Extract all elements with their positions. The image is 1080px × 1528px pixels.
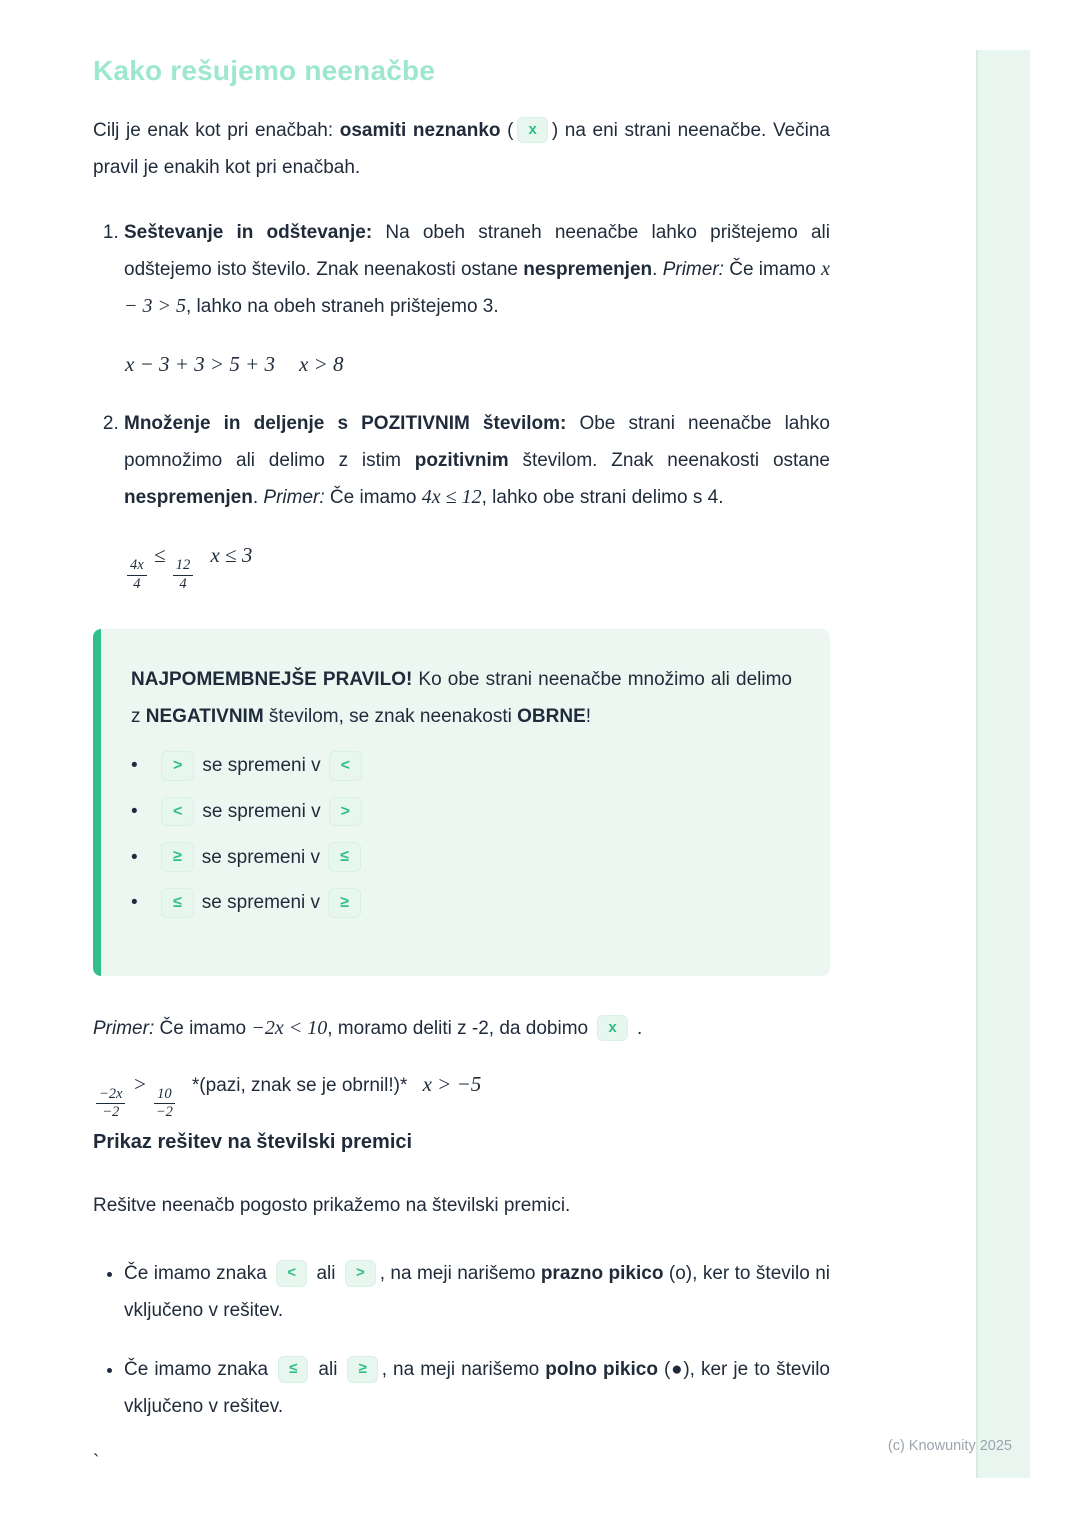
sign-change-text: se spremeni v bbox=[202, 801, 321, 823]
fraction-numerator: 10 bbox=[154, 1087, 175, 1105]
math-line-addition bbox=[125, 351, 830, 378]
warning-note: *(pazi, znak se je obrnil!)* bbox=[191, 1074, 408, 1096]
bullet-text: ali bbox=[312, 1359, 344, 1381]
rule-title: Množenje in deljenje s POZITIVNIM številom: bbox=[124, 413, 567, 435]
rule-text: , lahko obe strani delimo s 4. bbox=[481, 487, 724, 509]
bullet-text: Če imamo znaka bbox=[124, 1263, 273, 1285]
sign-chip-greater: > bbox=[329, 797, 362, 827]
rule-item-addition bbox=[124, 214, 830, 378]
rule-text: Če imamo bbox=[723, 259, 822, 280]
rule-item-multiplication bbox=[124, 405, 830, 593]
bullet-text: ali bbox=[311, 1263, 341, 1285]
footer-copyright: (c) Knowunity 2025 bbox=[887, 1438, 1012, 1454]
rule-bold: nespremenjen bbox=[523, 259, 653, 280]
math-operator: > bbox=[132, 1071, 147, 1096]
intro-bold: osamiti neznanko bbox=[339, 120, 501, 141]
rule-bold: nespremenjen bbox=[124, 487, 253, 509]
x-variable-chip: x bbox=[597, 1015, 627, 1041]
sign-chip-less-equal: ≤ bbox=[161, 888, 194, 918]
rule-text: Če imamo bbox=[324, 487, 422, 509]
sign-chip-less: < bbox=[276, 1260, 307, 1286]
callout-bold: OBRNE bbox=[517, 706, 586, 728]
side-highlight-strip bbox=[976, 50, 1030, 1478]
rule-bold: pozitivnim bbox=[414, 450, 509, 472]
bullet-text: Če imamo znaka bbox=[124, 1359, 275, 1381]
sign-change-list bbox=[131, 751, 792, 917]
callout-paragraph bbox=[131, 661, 792, 735]
rule-text: številom. Znak neenakosti ostane bbox=[508, 450, 830, 472]
fraction-denominator: −2 bbox=[155, 1104, 173, 1121]
intro-paragraph bbox=[93, 112, 830, 186]
fraction-denominator: 4 bbox=[179, 576, 187, 593]
math-line-negative-division bbox=[94, 1071, 830, 1122]
sign-change-text: se spremeni v bbox=[202, 755, 321, 777]
bullet-bold: prazno pikico bbox=[540, 1263, 664, 1285]
stray-backtick: ` bbox=[93, 1452, 100, 1474]
sign-change-text: se spremeni v bbox=[201, 892, 321, 914]
primer-text: Če imamo bbox=[154, 1017, 252, 1039]
sign-chip-less: < bbox=[161, 797, 194, 827]
numberline-heading: Prikaz rešitev na številski premici bbox=[93, 1131, 413, 1154]
bullet-text: (●), ker je to število vključeno v rešitev. bbox=[124, 1359, 830, 1418]
callout-text: številom, se znak neenakosti bbox=[263, 706, 518, 728]
bullet-text: , na meji narišemo bbox=[379, 1263, 541, 1285]
math-expression: x > 8 bbox=[299, 352, 344, 376]
sign-change-row bbox=[131, 751, 792, 781]
callout-text: Ko obe strani neenačbe množimo ali delimo z bbox=[131, 669, 792, 728]
rule-text: . bbox=[652, 259, 663, 280]
content-area bbox=[93, 0, 830, 1474]
fraction-numerator: −2x bbox=[96, 1087, 125, 1105]
bullet-dot: • bbox=[131, 892, 138, 914]
sign-chip-greater-equal: ≥ bbox=[347, 1356, 377, 1382]
rule-text: , lahko na obeh straneh prištejemo 3. bbox=[186, 296, 499, 317]
fraction bbox=[127, 558, 147, 593]
math-expression: x − 3 + 3 > 5 + 3 bbox=[125, 352, 276, 376]
primer-paragraph bbox=[93, 1010, 830, 1047]
open-dot-rule bbox=[124, 1255, 830, 1329]
primer-label: Primer: bbox=[662, 259, 724, 280]
math-expression: x ≤ 3 bbox=[210, 543, 253, 568]
primer-label: Primer: bbox=[263, 487, 325, 509]
important-rule-callout bbox=[93, 629, 830, 975]
sign-change-row bbox=[131, 888, 792, 918]
math-expression: x > −5 bbox=[422, 1071, 482, 1096]
sign-chip-greater: > bbox=[345, 1260, 376, 1286]
bullet-text: (o), ker to število ni vključeno v rešitev. bbox=[124, 1263, 830, 1322]
callout-bold: NEGATIVNIM bbox=[145, 706, 264, 728]
intro-text: Cilj je enak kot pri enačbah: bbox=[93, 120, 340, 141]
intro-text: ( bbox=[500, 120, 514, 141]
sign-chip-less-equal: ≤ bbox=[278, 1356, 308, 1382]
rule-title: Seštevanje in odštevanje: bbox=[124, 222, 373, 243]
primer-text: . bbox=[631, 1017, 643, 1039]
sign-chip-greater-equal: ≥ bbox=[328, 888, 361, 918]
sign-chip-greater: > bbox=[161, 751, 194, 781]
rule-text: Na obeh straneh neenačbe lahko prištejemo ali odštejemo isto število. Znak neenakosti ostane bbox=[124, 222, 830, 280]
sign-change-row bbox=[131, 842, 792, 872]
numberline-paragraph: Rešitve neenačb pogosto prikažemo na številski premici. bbox=[93, 1195, 571, 1217]
x-variable-chip: x bbox=[517, 117, 547, 143]
rules-list bbox=[93, 214, 830, 593]
fraction-denominator: −2 bbox=[102, 1104, 120, 1121]
callout-text: ! bbox=[585, 706, 592, 728]
sign-change-row bbox=[131, 797, 792, 827]
fraction-denominator: 4 bbox=[133, 576, 141, 593]
math-operator: ≤ bbox=[153, 543, 166, 568]
primer-label: Primer: bbox=[93, 1017, 155, 1039]
bullet-dot: • bbox=[131, 801, 138, 823]
numberline-bullets bbox=[93, 1255, 830, 1425]
page-title: Kako rešujemo neenačbe bbox=[93, 55, 436, 86]
bullet-dot: • bbox=[131, 846, 138, 868]
inline-math: 4x ≤ 12 bbox=[421, 486, 482, 509]
sign-chip-less: < bbox=[329, 751, 362, 781]
filled-dot-rule bbox=[124, 1351, 830, 1425]
bullet-bold: polno pikico bbox=[545, 1359, 658, 1381]
sign-chip-greater-equal: ≥ bbox=[161, 842, 194, 872]
fraction bbox=[173, 558, 194, 593]
rule-text: . bbox=[252, 487, 264, 509]
callout-heading: NAJPOMEMBNEJŠE PRAVILO! bbox=[131, 669, 413, 691]
rule-text: Obe strani neenačbe lahko pomnožimo ali delimo z istim bbox=[124, 413, 830, 472]
primer-text: , moramo deliti z -2, da dobimo bbox=[327, 1017, 594, 1039]
intro-text: ) na eni strani neenačbe. Večina pravil je enakih kot pri enačbah. bbox=[93, 120, 830, 178]
inline-math: x − 3 > 5 bbox=[124, 258, 830, 317]
fraction bbox=[96, 1087, 125, 1122]
inline-math: −2x < 10 bbox=[251, 1016, 328, 1039]
sign-chip-less-equal: ≤ bbox=[328, 842, 361, 872]
bullet-dot: • bbox=[131, 755, 138, 777]
fraction-numerator: 4x bbox=[127, 558, 147, 576]
sign-change-text: se spremeni v bbox=[201, 846, 321, 868]
bullet-text: , na meji narišemo bbox=[381, 1359, 546, 1381]
fraction-numerator: 12 bbox=[173, 558, 194, 576]
fraction bbox=[154, 1087, 175, 1122]
math-line-division bbox=[125, 542, 830, 593]
